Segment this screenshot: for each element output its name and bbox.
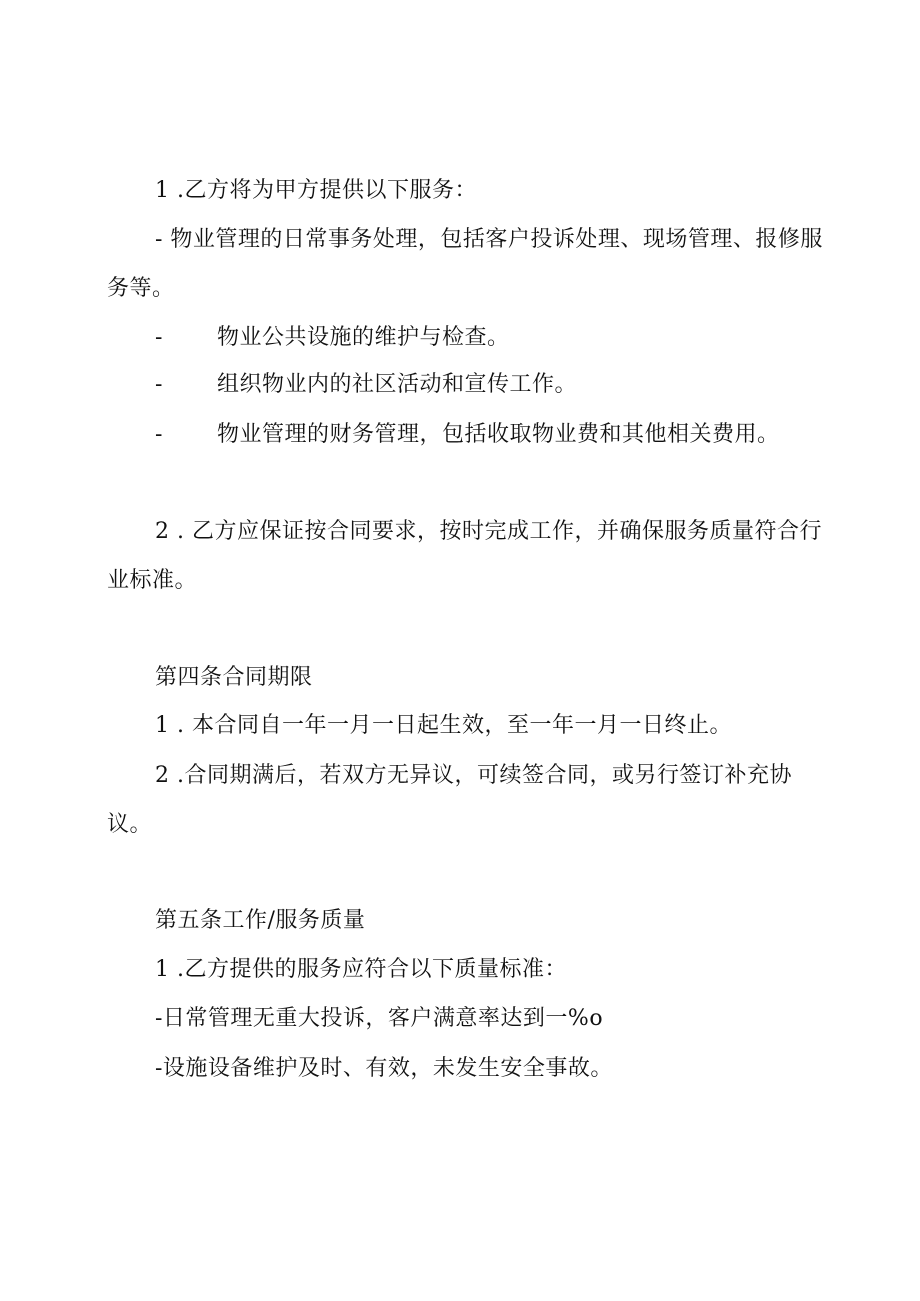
article-4-heading: 第四条合同期限 — [155, 665, 313, 690]
service-bullet-2-dash: - — [155, 325, 163, 350]
service-list-intro: 1 .乙方将为甲方提供以下服务： — [155, 178, 477, 203]
service-bullet-1-line-1: - 物业管理的日常事务处理，包括客户投诉处理、现场管理、报修服 — [155, 227, 823, 252]
article-5-item-1: 1 .乙方提供的服务应符合以下质量标准： — [155, 957, 567, 982]
service-bullet-3: 组织物业内的社区活动和宣传工作。 — [217, 372, 578, 397]
article-4-item-1: 1 . 本合同自一年一月一日起生效，至一年一月一日终止。 — [155, 713, 732, 738]
article-4-item-2-line-1: 2 .合同期满后，若双方无异议，可续签合同，或另行签订补充协 — [155, 763, 792, 788]
article-5-heading: 第五条工作/服务质量 — [155, 908, 366, 933]
service-bullet-3-dash: - — [155, 372, 163, 397]
service-bullet-4: 物业管理的财务管理，包括收取物业费和其他相关费用。 — [217, 422, 780, 447]
article-5-bullet-2: -设施设备维护及时、有效，未发生安全事故。 — [155, 1056, 613, 1081]
service-bullet-2: 物业公共设施的维护与检查。 — [217, 325, 510, 350]
service-bullet-1-line-2: 务等。 — [107, 276, 175, 301]
article-4-item-2-line-2: 议。 — [107, 812, 153, 837]
service-bullet-4-dash: - — [155, 422, 163, 447]
quality-guarantee-line-2: 业标准。 — [107, 568, 198, 593]
quality-guarantee-line-1: 2 . 乙方应保证按合同要求，按时完成工作，并确保服务质量符合行 — [155, 519, 822, 544]
article-5-bullet-1: -日常管理无重大投诉，客户满意率达到一%o — [155, 1006, 604, 1031]
